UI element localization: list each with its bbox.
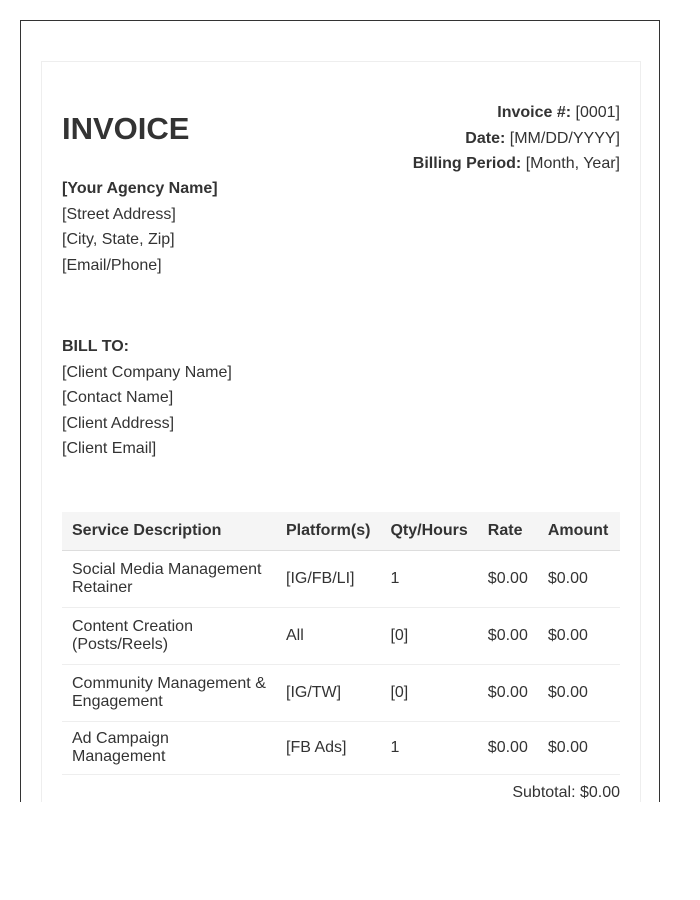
cell-description: Social Media Management Retainer bbox=[62, 551, 276, 608]
invoice-number-line bbox=[413, 100, 620, 126]
cell-amount: $0.00 bbox=[538, 722, 620, 775]
subtotal: Subtotal: $0.00 bbox=[512, 784, 620, 801]
cell-amount: $0.00 bbox=[538, 665, 620, 722]
cell-qty: 1 bbox=[380, 722, 477, 775]
client-contact-name: [Contact Name] bbox=[62, 389, 174, 407]
cell-platform: [IG/TW] bbox=[276, 665, 380, 722]
billing-period-value: [Month, Year] bbox=[525, 155, 620, 173]
cell-qty: 1 bbox=[380, 551, 477, 608]
cell-amount: $0.00 bbox=[538, 608, 620, 665]
header-service-description: Service Description bbox=[62, 512, 276, 551]
agency-block bbox=[62, 176, 218, 278]
table-row bbox=[62, 608, 620, 665]
header-amount: Amount bbox=[538, 512, 620, 551]
header-qty-hours: Qty/Hours bbox=[380, 512, 477, 551]
invoice-meta bbox=[413, 100, 620, 177]
header-rate: Rate bbox=[478, 512, 538, 551]
table-row bbox=[62, 665, 620, 722]
invoice-date-line bbox=[413, 126, 620, 152]
table-row bbox=[62, 722, 620, 775]
invoice-date-label: Date: bbox=[465, 129, 506, 147]
cell-description: Ad Campaign Management bbox=[62, 722, 276, 775]
table-row bbox=[62, 551, 620, 608]
cell-rate: $0.00 bbox=[478, 608, 538, 665]
client-company: [Client Company Name] bbox=[62, 363, 232, 381]
agency-name: [Your Agency Name] bbox=[62, 180, 218, 197]
header-platforms: Platform(s) bbox=[276, 512, 380, 551]
billing-period-label: Billing Period: bbox=[412, 155, 522, 173]
page-frame bbox=[20, 20, 660, 802]
cell-description: Content Creation (Posts/Reels) bbox=[62, 608, 276, 665]
agency-contact: [Email/Phone] bbox=[62, 256, 162, 274]
invoice-number-label: Invoice #: bbox=[497, 104, 572, 121]
agency-street: [Street Address] bbox=[62, 205, 176, 223]
cell-amount: $0.00 bbox=[538, 551, 620, 608]
client-email: [Client Email] bbox=[62, 440, 157, 458]
cell-rate: $0.00 bbox=[478, 665, 538, 722]
invoice-title: INVOICE bbox=[62, 111, 190, 146]
invoice-date-value: [MM/DD/YYYY] bbox=[509, 129, 620, 147]
bill-to-heading: BILL TO: bbox=[62, 338, 129, 355]
cell-qty: [0] bbox=[380, 608, 477, 665]
table-header-row bbox=[62, 512, 620, 551]
billing-period-line bbox=[413, 151, 620, 177]
cell-platform: All bbox=[276, 608, 380, 665]
bill-to-block bbox=[62, 334, 232, 462]
cell-platform: [IG/FB/LI] bbox=[276, 551, 380, 608]
cell-description: Community Management & Engagement bbox=[62, 665, 276, 722]
services-table bbox=[62, 512, 620, 775]
cell-platform: [FB Ads] bbox=[276, 722, 380, 775]
cell-qty: [0] bbox=[380, 665, 477, 722]
cell-rate: $0.00 bbox=[478, 551, 538, 608]
cell-rate: $0.00 bbox=[478, 722, 538, 775]
client-address: [Client Address] bbox=[62, 414, 175, 432]
agency-city: [City, State, Zip] bbox=[62, 231, 175, 249]
invoice-sheet bbox=[41, 61, 641, 802]
invoice-number-value: [0001] bbox=[575, 104, 620, 121]
